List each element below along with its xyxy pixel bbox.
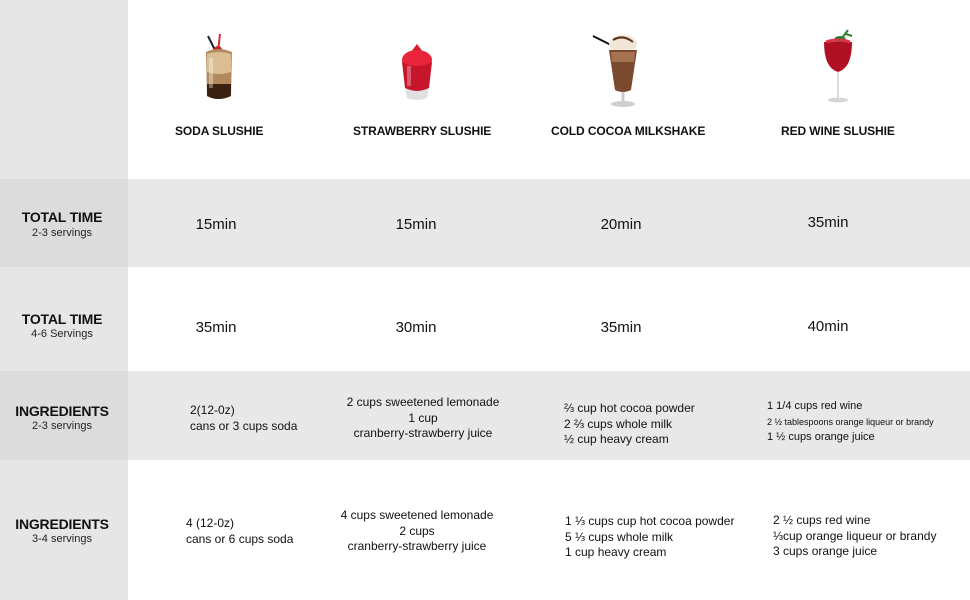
row-1-subtitle: 2-3 servings [32, 227, 92, 239]
row-4-cocoa-ingredients: 1 ⅓ cups cup hot cocoa powder 5 ⅓ cups whole milk 1 cup heavy cream [565, 514, 735, 559]
row-2-soda-time: 35min [195, 319, 237, 336]
row-3-subtitle: 2-3 servings [32, 420, 92, 432]
row-4-strawberry-ingredients: 4 cups sweetened lemonade 2 cups cranberry-strawberry juice [340, 508, 494, 553]
red-wine-slushie-icon [820, 28, 856, 104]
row-3-soda-ingredients: 2(12-0z) cans or 3 cups soda [190, 403, 298, 433]
row-2-subtitle: 4-6 Servings [31, 328, 93, 340]
drink-name-soda-slushie: SODA SLUSHIE [175, 124, 264, 138]
row-1-title: TOTAL TIME [21, 209, 103, 225]
row-3-title: INGREDIENTS [15, 403, 109, 419]
soda-slushie-icon [196, 32, 240, 104]
drink-name-cocoa-milkshake: COLD COCOA MILKSHAKE [551, 124, 706, 138]
row-3-cocoa-ingredients: ⅔ cup hot cocoa powder 2 ⅔ cups whole milk ½ cup heavy cream [564, 401, 695, 446]
row-1-cocoa-time: 20min [600, 216, 642, 233]
drink-name-strawberry-slushie: STRAWBERRY SLUSHIE [353, 124, 492, 138]
row-4-soda-ingredients: 4 (12-0z) cans or 6 cups soda [186, 516, 294, 546]
row-2-strawberry-time: 30min [395, 319, 437, 336]
strawberry-slushie-icon [397, 42, 437, 106]
row-2-cocoa-time: 35min [600, 319, 642, 336]
label-column-header [0, 0, 128, 179]
row-4-title: INGREDIENTS [15, 516, 109, 532]
row-2-title: TOTAL TIME [21, 311, 103, 327]
row-3-wine-ingredients: 1 1/4 cups red wine 2 ½ tablespoons orange liqueur or brandy 1 ½ cups orange juice [767, 400, 934, 443]
cocoa-milkshake-icon [591, 30, 641, 110]
row-1-wine-time: 35min [807, 214, 849, 231]
row-3-strawberry-ingredients: 2 cups sweetened lemonade 1 cup cranberry-strawberry juice [346, 395, 500, 440]
row-1-soda-time: 15min [195, 216, 237, 233]
row-1-strawberry-time: 15min [395, 216, 437, 233]
drink-name-red-wine-slushie: RED WINE SLUSHIE [781, 124, 895, 138]
row-4-wine-ingredients: 2 ½ cups red wine ⅓cup orange liqueur or brandy 3 cups orange juice [773, 513, 937, 558]
row-2-wine-time: 40min [807, 318, 849, 335]
row-4-subtitle: 3-4 servings [32, 533, 92, 545]
